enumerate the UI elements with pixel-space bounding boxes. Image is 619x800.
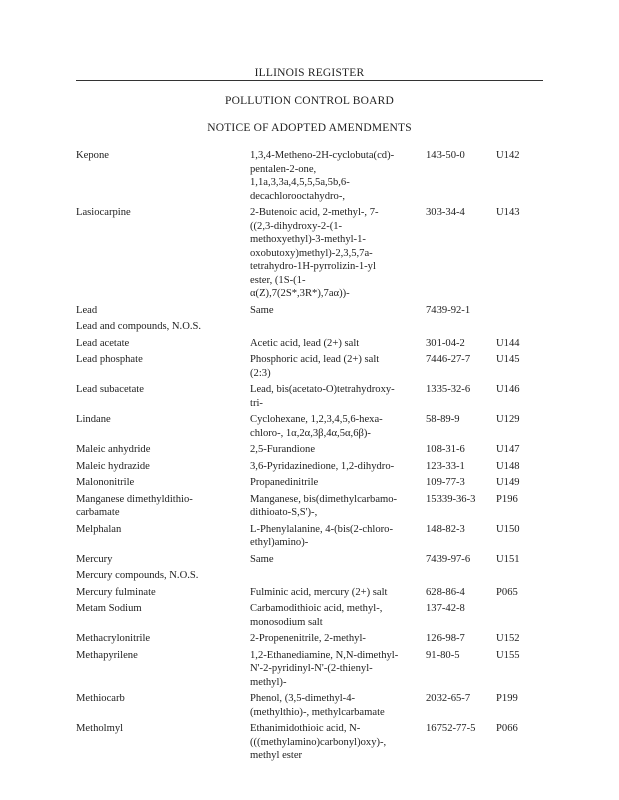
table-row <box>0 337 619 354</box>
table-row <box>0 602 619 632</box>
chemical-abstracts-name: 2,5-Furandione <box>250 444 316 455</box>
substance-name: Lead subacetate <box>76 384 144 395</box>
table-row <box>0 413 619 443</box>
cas-number: 16752-77-5 <box>426 723 476 734</box>
table-row <box>0 383 619 413</box>
hazardous-waste-code: U148 <box>496 460 520 472</box>
table-row <box>0 443 619 460</box>
substance-name: Malononitrile <box>76 477 135 488</box>
cas-number: 1335-32-6 <box>426 384 471 395</box>
table-row <box>0 476 619 493</box>
register-title: ILLINOIS REGISTER <box>254 67 365 79</box>
cas-number: 126-98-7 <box>426 633 465 644</box>
table-row <box>0 632 619 649</box>
substance-name: Metam Sodium <box>76 603 142 614</box>
hazardous-waste-code: U145 <box>496 354 520 365</box>
table-row <box>0 206 619 304</box>
substance-name: Maleic anhydride <box>76 444 151 455</box>
table-row <box>0 493 619 523</box>
table-row <box>0 649 619 693</box>
substance-name: Manganese dimethyldithio- carbamate <box>76 493 193 518</box>
hazardous-waste-code: P196 <box>496 493 518 505</box>
chemical-abstracts-name: 3,6-Pyridazinedione, 1,2-dihydro- <box>250 460 395 472</box>
table-row <box>0 304 619 321</box>
substance-name: Mercury compounds, N.O.S. <box>76 570 199 581</box>
table-row <box>0 586 619 603</box>
hazardous-waste-code: U151 <box>496 553 520 565</box>
substance-table <box>0 149 619 766</box>
substance-name: Kepone <box>76 150 109 161</box>
table-row <box>0 692 619 722</box>
table-row <box>0 353 619 383</box>
hazardous-waste-code: U147 <box>496 444 520 455</box>
hazardous-waste-code: U144 <box>496 337 520 349</box>
substance-name: Lindane <box>76 414 111 425</box>
hazardous-waste-code: U142 <box>496 150 520 161</box>
table-row <box>0 523 619 553</box>
substance-name: Lead phosphate <box>76 354 143 365</box>
cas-number: 137-42-8 <box>426 603 465 614</box>
hazardous-waste-code: U149 <box>496 477 520 488</box>
chemical-abstracts-name: Carbamodithioic acid, methyl-, monosodium salt <box>250 603 383 628</box>
hazardous-waste-code: U129 <box>496 414 520 425</box>
cas-number: 7439-97-6 <box>426 553 471 565</box>
hazardous-waste-code: P066 <box>496 723 518 734</box>
table-row <box>0 553 619 570</box>
substance-name: Mercury fulminate <box>76 586 156 598</box>
cas-number: 58-89-9 <box>426 414 460 425</box>
cas-number: 123-33-1 <box>426 460 465 472</box>
substance-name: Lasiocarpine <box>76 207 131 218</box>
substance-name: Methacrylonitrile <box>76 633 151 644</box>
table-row <box>0 460 619 477</box>
header-rule-left <box>76 80 132 81</box>
substance-name: Methapyrilene <box>76 649 138 661</box>
chemical-abstracts-name: Phosphoric acid, lead (2+) salt (2:3) <box>250 354 380 379</box>
chemical-abstracts-name: Same <box>250 553 274 565</box>
hazardous-waste-code: P199 <box>496 693 518 704</box>
cas-number: 109-77-3 <box>426 477 465 488</box>
hazardous-waste-code: U143 <box>496 207 520 218</box>
board-title: POLLUTION CONTROL BOARD <box>224 95 394 107</box>
hazardous-waste-code: P065 <box>496 586 518 598</box>
cas-number: 2032-65-7 <box>426 693 471 704</box>
table-row <box>0 722 619 766</box>
cas-number: 108-31-6 <box>426 444 465 455</box>
substance-name: Lead <box>76 304 98 316</box>
substance-name: Metholmyl <box>76 723 124 734</box>
hazardous-waste-code: U152 <box>496 633 520 644</box>
substance-name: Methiocarb <box>76 693 125 704</box>
hazardous-waste-code: U146 <box>496 384 520 395</box>
chemical-abstracts-name: Propanedinitrile <box>250 477 319 488</box>
chemical-abstracts-name: Same <box>250 304 274 316</box>
chemical-abstracts-name: Fulminic acid, mercury (2+) salt <box>250 586 388 598</box>
cas-number: 91-80-5 <box>426 649 460 661</box>
chemical-abstracts-name: Acetic acid, lead (2+) salt <box>250 337 360 349</box>
hazardous-waste-code: U150 <box>496 523 520 535</box>
header-rule <box>132 80 543 81</box>
cas-number: 7439-92-1 <box>426 304 471 316</box>
chemical-abstracts-name: 1,2-Ethanediamine, N,N-dimethyl- N'-2-pyridinyl-N'-(2-thienyl- methyl)- <box>250 649 399 688</box>
substance-name: Lead acetate <box>76 337 130 349</box>
chemical-abstracts-name: Phenol, (3,5-dimethyl-4- (methylthio)-, methylcarbamate <box>250 693 385 718</box>
hazardous-waste-code: U155 <box>496 649 520 661</box>
chemical-abstracts-name: L-Phenylalanine, 4-(bis(2-chloro- ethyl)amino)- <box>250 523 393 548</box>
chemical-abstracts-name: 2-Propenenitrile, 2-methyl- <box>250 633 366 644</box>
chemical-abstracts-name: Manganese, bis(dimethylcarbamo- dithioato-S,S')-, <box>250 493 398 518</box>
substance-name: Lead and compounds, N.O.S. <box>76 321 202 332</box>
cas-number: 7446-27-7 <box>426 354 471 365</box>
cas-number: 15339-36-3 <box>426 493 476 505</box>
chemical-abstracts-name: 2-Butenoic acid, 2-methyl-, 7- ((2,3-dihydroxy-2-(1- methoxyethyl)-3-methyl-1- oxobutoxy)methyl)-2,3,5,7a- tetrahydro-1H-pyrrolizin-1-yl ester, (1S-(1- α(Z),7(2S*,3R*),7aα))- <box>250 207 379 299</box>
cas-number: 301-04-2 <box>426 337 465 349</box>
cas-number: 303-34-4 <box>426 207 465 218</box>
chemical-abstracts-name: Cyclohexane, 1,2,3,4,5,6-hexa- chloro-, 1α,2α,3β,4α,5α,6β)- <box>250 414 383 439</box>
chemical-abstracts-name: Ethanimidothioic acid, N- (((methylamino)carbonyl)oxy)-, methyl ester <box>250 723 387 761</box>
table-row <box>0 569 619 586</box>
cas-number: 148-82-3 <box>426 523 465 535</box>
chemical-abstracts-name: 1,3,4-Metheno-2H-cyclobuta(cd)- pentalen-2-one, 1,1a,3,3a,4,5,5,5a,5b,6- decachlorooctahydro-, <box>250 150 395 202</box>
notice-title: NOTICE OF ADOPTED AMENDMENTS <box>207 122 412 134</box>
table-row <box>0 149 619 206</box>
chemical-abstracts-name: Lead, bis(acetato-O)tetrahydroxy- tri- <box>250 384 395 409</box>
table-row <box>0 320 619 337</box>
substance-name: Melphalan <box>76 523 122 535</box>
cas-number: 143-50-0 <box>426 150 465 161</box>
substance-name: Mercury <box>76 553 113 565</box>
cas-number: 628-86-4 <box>426 586 465 598</box>
substance-name: Maleic hydrazide <box>76 460 150 472</box>
